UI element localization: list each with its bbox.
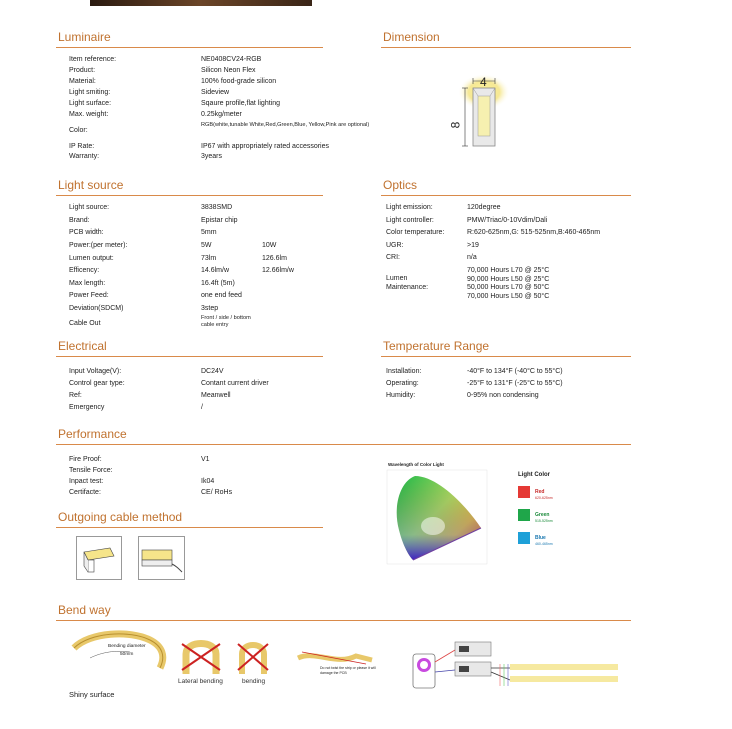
top-photo-strip <box>90 0 312 6</box>
green-range: 515-525nm <box>535 519 553 523</box>
rule-bend <box>56 620 631 621</box>
lum-label: Max. weight: <box>69 111 109 118</box>
lum-label: Warranty: <box>69 153 100 160</box>
opt-value: 120degree <box>467 204 501 211</box>
section-title-temperature: Temperature Range <box>383 339 490 353</box>
ls-value: Front / side / bottom cable entry <box>201 315 251 328</box>
ls-label: PCB width: <box>69 229 104 236</box>
shiny-surface-label: Shiny surface <box>69 690 115 699</box>
blue-name: Blue <box>535 535 546 541</box>
elec-value: / <box>201 404 203 411</box>
rule-light-source <box>56 195 323 196</box>
lateral-bending-label: Lateral bending <box>178 678 223 685</box>
opt-value: R:620-625nm,G: 515-525nm,B:460-465nm <box>467 229 601 236</box>
temp-label: Humidity: <box>386 392 416 399</box>
bending-label: bending <box>242 678 266 685</box>
temp-label: Installation: <box>386 368 422 375</box>
bending-image <box>236 636 270 676</box>
perf-value: Ik04 <box>201 478 215 485</box>
ls-value-2: 12.66lm/w <box>262 267 294 274</box>
lum-value: NE0408CV24-RGB <box>201 56 262 63</box>
opt-label: Light emission: <box>386 204 433 211</box>
ls-label: Deviation(SDCM) <box>69 305 124 312</box>
opt-label: CRI: <box>386 254 400 261</box>
cable-end-image <box>76 536 122 580</box>
perf-value: V1 <box>201 456 210 463</box>
ls-value: one end feed <box>201 292 242 299</box>
red-range: 620-625nm <box>535 496 553 500</box>
ls-value: 73lm <box>201 255 217 262</box>
red-name: Red <box>535 489 545 495</box>
lum-label: Material: <box>69 78 96 85</box>
elec-label: Ref: <box>69 392 82 399</box>
maintenance-line: 50,000 Hours L70 @ 50°C <box>467 284 550 291</box>
lum-value: 0.25kg/meter <box>201 111 242 118</box>
lum-value: Sideview <box>201 89 230 96</box>
bend-diameter-label: Bending diameter <box>108 644 146 649</box>
ls-label: Max length: <box>69 280 106 287</box>
elec-value: Meanwell <box>201 392 231 399</box>
temp-value: -40°F to 134°F (-40°C to 55°C) <box>467 368 563 375</box>
twist-image <box>296 648 376 668</box>
section-title-bend: Bend way <box>58 603 111 617</box>
opt-label: Color temperature: <box>386 229 445 236</box>
section-title-dimension: Dimension <box>383 30 440 44</box>
section-title-electrical: Electrical <box>58 339 107 353</box>
perf-label: Fire Proof: <box>69 456 102 463</box>
opt-label: Light controller: <box>386 217 434 224</box>
rule-cable <box>56 527 323 528</box>
lum-value: RGB(white,tunable White,Red,Green,Blue, Yellow,Pink are optional) <box>201 122 370 128</box>
section-title-cable: Outgoing cable method <box>58 510 183 524</box>
rule-performance <box>56 444 631 445</box>
ls-value: 5mm <box>201 229 217 236</box>
green-swatch <box>518 509 530 521</box>
lum-label: Color: <box>69 127 88 134</box>
section-title-optics: Optics <box>383 178 418 192</box>
maintenance-line: 70,000 Hours L50 @ 50°C <box>467 293 550 300</box>
perf-label: Tensile Force: <box>69 467 113 474</box>
lum-value: 3years <box>201 153 223 160</box>
light-color-title: Light Color <box>518 472 550 478</box>
perf-label: Certifacte: <box>69 489 101 496</box>
section-title-light-source: Light source <box>58 178 124 192</box>
blue-range: 460-465nm <box>535 542 553 546</box>
lum-value: IP67 with appropriately rated accessories <box>201 143 330 150</box>
ls-label: Light source: <box>69 204 110 211</box>
ls-label: Power:(per meter): <box>69 242 128 249</box>
red-swatch <box>518 486 530 498</box>
bend-diameter-value: 50mm <box>120 652 134 657</box>
cie-diagram <box>385 468 495 568</box>
section-title-luminaire: Luminaire <box>58 30 111 44</box>
lum-value: Silicon Neon Flex <box>201 67 256 74</box>
ls-value: 16.4ft (5m) <box>201 280 235 287</box>
opt-value: n/a <box>467 254 477 261</box>
ls-label: Lumen output: <box>69 255 114 262</box>
maintenance-label: Lumen Maintenance: <box>386 275 429 291</box>
opt-label: UGR: <box>386 242 404 249</box>
temp-value: -25°F to 131°F (-25°C to 55°C) <box>467 380 563 387</box>
lateral-bending-image <box>178 636 224 676</box>
lum-label: Product: <box>69 67 96 74</box>
wiring-diagram <box>405 632 620 696</box>
elec-label: Emergency <box>69 404 105 411</box>
ls-value: 3step <box>201 305 219 312</box>
elec-label: Control gear type: <box>69 380 125 387</box>
opt-value: PMW/Triac/0-10Vdim/Dali <box>467 217 548 224</box>
lum-label: Light surface: <box>69 100 112 107</box>
lum-value: 100% food-grade silicon <box>201 78 277 85</box>
rule-dimension <box>381 47 631 48</box>
elec-value: DC24V <box>201 368 224 375</box>
elec-label: Input Voltage(V): <box>69 368 122 375</box>
ls-value: 14.6lm/w <box>201 267 230 274</box>
rule-temperature <box>381 356 631 357</box>
opt-value: >19 <box>467 242 479 249</box>
cable-side-image <box>138 536 186 580</box>
elec-value: Contant current driver <box>201 380 269 387</box>
rule-electrical <box>56 356 323 357</box>
lum-value: Sqaure profile,flat lighting <box>201 100 280 107</box>
lum-label: IP Rate: <box>69 143 95 150</box>
ls-label: Brand: <box>69 217 90 224</box>
blue-swatch <box>518 532 530 544</box>
rule-luminaire <box>56 47 323 48</box>
dimension-width-label: 4 <box>480 75 487 89</box>
rule-optics <box>381 195 631 196</box>
twist-note: Do not twist the strip or please it will damage the PCB <box>320 666 376 675</box>
ls-value-2: 10W <box>262 242 277 249</box>
bend-arc-image <box>70 628 170 686</box>
ls-label: Cable Out <box>69 320 101 327</box>
section-title-performance: Performance <box>58 427 127 441</box>
ls-value: 5W <box>201 242 212 249</box>
cie-title: Wavelength of Color Light <box>388 462 444 467</box>
ls-value: 3838SMD <box>201 204 233 211</box>
ls-label: Power Feed: <box>69 292 109 299</box>
green-name: Green <box>535 512 550 518</box>
lum-label: Item reference: <box>69 56 117 63</box>
ls-value: Epistar chip <box>201 217 238 224</box>
perf-value: CE/ RoHs <box>201 489 233 496</box>
perf-label: Inpact test: <box>69 478 104 485</box>
lum-label: Light smiting: <box>69 89 111 96</box>
dimension-height-label: 8 <box>448 121 463 129</box>
ls-label: Efficency: <box>69 267 100 274</box>
maintenance-line: 90,000 Hours L50 @ 25°C <box>467 276 550 283</box>
ls-value-2: 126.6lm <box>262 255 287 262</box>
maintenance-line: 70,000 Hours L70 @ 25°C <box>467 267 550 274</box>
temp-label: Operating: <box>386 380 419 387</box>
temp-value: 0-95% non condensing <box>467 392 539 399</box>
